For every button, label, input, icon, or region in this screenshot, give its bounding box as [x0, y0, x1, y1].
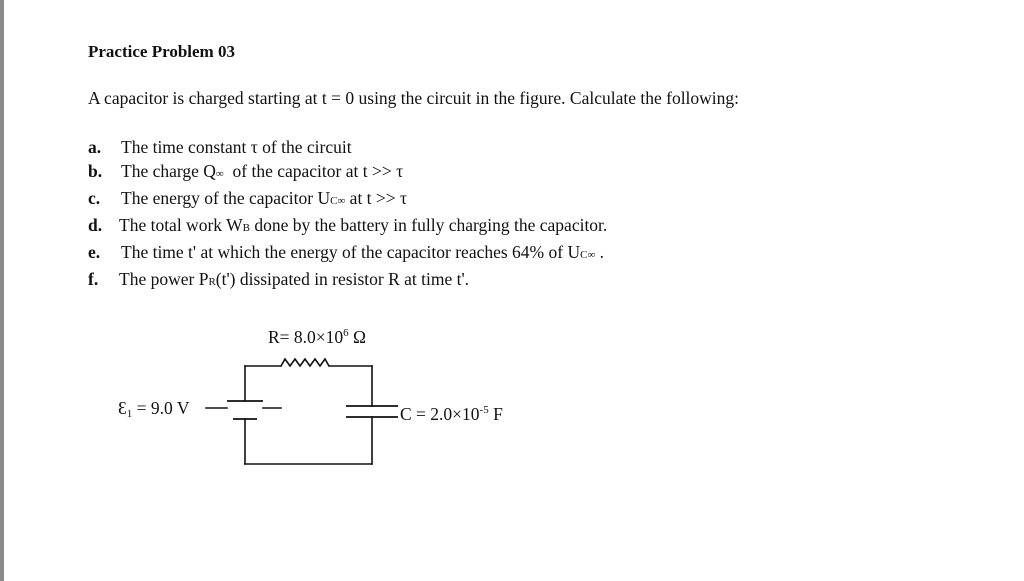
question-letter: f. [88, 269, 99, 289]
problem-title: Practice Problem 03 [88, 42, 235, 61]
question-letter: e. [88, 242, 101, 262]
resistor-symbol [281, 359, 329, 366]
question-text: The energy of the capacitor UC∞ at t >> τ [121, 188, 408, 208]
question-letter: a. [88, 137, 102, 157]
question-text: The total work WB done by the battery in fully charging the capacitor. [119, 215, 608, 235]
capacitor-label: $C = 2.0\times 10^{-5}$ F [400, 404, 503, 424]
question-letter: b. [88, 161, 103, 181]
resistor-label: $R= 8.0\times 10^6$ Ω [268, 327, 367, 347]
question-letter: c. [88, 188, 101, 208]
question-text: The time t' at which the energy of the capacitor reaches 64% of UC∞ . [121, 242, 605, 262]
problem-intro: A capacitor is charged starting at t = 0 using the circuit in the figure. Calculate the following: [88, 88, 740, 108]
question-text: The charge Q∞ of the capacitor at t >> τ [121, 161, 404, 181]
question-text: The time constant τ of the circuit [121, 137, 352, 157]
question-text: The power PR(t') dissipated in resistor R at time t'. [119, 269, 469, 289]
battery-label: Ɛ1 = 9.0 V [118, 398, 190, 420]
question-letter: d. [88, 215, 103, 235]
